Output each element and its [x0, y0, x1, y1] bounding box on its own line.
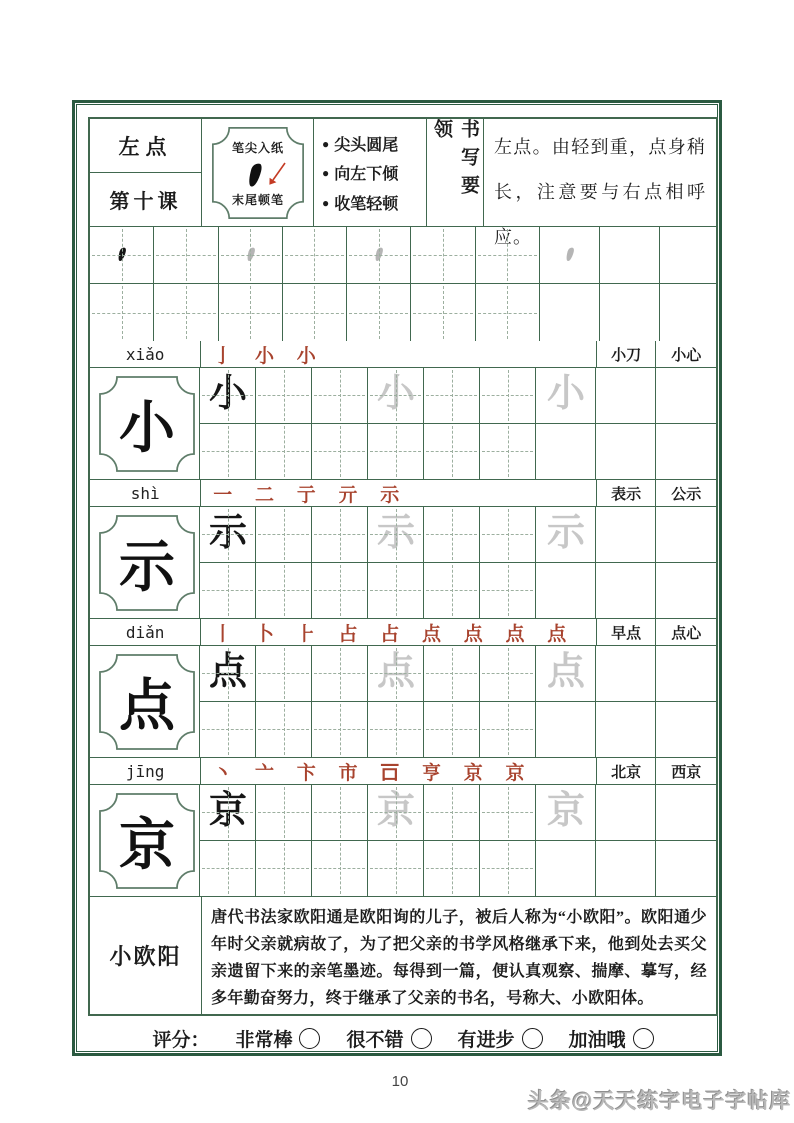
practice-cell-guided [368, 424, 424, 480]
practice-cell-guided [368, 507, 424, 562]
worksheet-table [88, 117, 718, 1016]
stroke-order: 亅 小 小 [201, 341, 597, 367]
practice-cell-guided [200, 424, 256, 480]
practice-cell-plain [656, 507, 716, 562]
model-character: 示 [119, 537, 175, 599]
practice-cell-guided [256, 563, 312, 619]
practice-cell-plain [596, 841, 656, 897]
practice-cell-guided [90, 227, 154, 283]
practice-cell-plain [536, 841, 596, 897]
practice-cell-plain [536, 424, 596, 480]
char-section-dian [90, 619, 716, 758]
practice-cell-plain [596, 424, 656, 480]
char-tile [97, 374, 197, 474]
lesson-number: 第十课 [109, 191, 182, 213]
info-row [90, 341, 716, 368]
demo-label-bottom: 末尾顿笔 [231, 193, 284, 207]
practice-cell-guided [312, 841, 368, 897]
rating-option: 很不错 [346, 1025, 431, 1052]
practice-cell-plain [596, 702, 656, 758]
lesson-column [90, 119, 202, 226]
practice-cell-guided [256, 368, 312, 423]
practice-cell-plain [660, 227, 720, 283]
practice-cell-plain [656, 841, 716, 897]
practice-cell-guided [480, 368, 536, 423]
word: 小刀 [597, 341, 657, 367]
practice-cell-guided [424, 841, 480, 897]
tip-line: ● 向左下倾 [322, 166, 399, 183]
word: 北京 [597, 758, 657, 784]
char-practice [90, 785, 716, 897]
example-character: 点 [208, 651, 248, 694]
example-character: 京 [208, 790, 248, 833]
stroke-order: 丨 卜 ⺊ 占 占 点 点 点 点 [201, 619, 597, 645]
rating-circle[interactable] [299, 1028, 320, 1049]
practice-cell-guided [219, 284, 283, 341]
practice-cell-guided [411, 227, 475, 283]
practice-cell-plain [600, 227, 660, 283]
practice-cell-guided [424, 785, 480, 840]
practice-cell-guided [424, 702, 480, 758]
trace-character: 点 [376, 651, 416, 694]
practice-cell-guided [256, 507, 312, 562]
practice-cell-plain [540, 227, 600, 283]
trace-character: 示 [546, 512, 586, 555]
practice-cell-plain [540, 284, 600, 341]
practice-cell-guided [476, 227, 540, 283]
bullet-icon: ● [322, 166, 330, 180]
practice-cell-guided [312, 702, 368, 758]
practice-cell-guided [312, 646, 368, 701]
pinyin: jīng [90, 758, 201, 784]
page-number: 10 [391, 1073, 409, 1090]
practice-cell-plain [656, 424, 716, 480]
char-section-shi [90, 480, 716, 619]
bullet-icon: ● [322, 195, 330, 210]
char-tile-cell [90, 785, 200, 896]
section-title: 书写要领 [431, 119, 479, 203]
info-row [90, 619, 716, 646]
practice-cell-guided [411, 284, 475, 341]
practice-cell-plain [656, 785, 716, 840]
practice-cell-plain [536, 785, 596, 840]
practice-cell-plain [536, 368, 596, 423]
practice-cell-guided [200, 841, 256, 897]
practice-cell-plain [656, 368, 716, 423]
practice-cell-guided [480, 424, 536, 480]
practice-cell-plain [660, 284, 720, 341]
practice-cell-guided [283, 227, 347, 283]
practice-cell-guided [312, 368, 368, 423]
story-label: 小欧阳 [90, 897, 202, 1014]
practice-row [200, 646, 716, 702]
practice-row [200, 424, 716, 480]
practice-cell-guided [347, 284, 411, 341]
practice-cell-plain [596, 563, 656, 619]
story-text: 唐代书法家欧阳通是欧阳询的儿子，被后人称为“小欧阳”。欧阳通少年时父亲就病故了，为了把父亲的书学风格继承下来，他到处去买父亲遗留下来的亲笔墨迹。每得到一篇，便认真观察、揣摩、摹写，经多年勤奋努力，终于继承了父亲的书名，号称大、小欧阳体。 [211, 909, 707, 1007]
section-title-cell [427, 119, 484, 226]
practice-cell-guided [424, 563, 480, 619]
practice-cell-guided [200, 368, 256, 423]
practice-cell-guided [256, 841, 312, 897]
practice-cell-guided [480, 563, 536, 619]
stroke-description: 左点。由轻到重，点身稍长，注意要与右点相呼应。 [494, 137, 706, 247]
bullet-icon: ● [322, 136, 330, 151]
practice-cell-guided [200, 702, 256, 758]
char-tile-cell [90, 368, 200, 479]
practice-cell-guided [368, 702, 424, 758]
trace-character: 小 [376, 373, 416, 416]
rating-label: 评分： [152, 1029, 210, 1051]
practice-cell-guided [312, 563, 368, 619]
stroke-demo-cell [202, 119, 314, 226]
practice-cell-guided [480, 646, 536, 701]
practice-cell-plain [600, 284, 660, 341]
example-character: 小 [208, 373, 248, 416]
practice-cell-guided [219, 227, 283, 283]
practice-cell-guided [312, 785, 368, 840]
char-tile-cell [90, 646, 200, 757]
practice-cell-guided [256, 785, 312, 840]
tip-line: ● 收笔轻顿 [322, 195, 399, 213]
char-tile [97, 791, 197, 891]
practice-cell-plain [596, 507, 656, 562]
trace-character: 小 [546, 373, 586, 416]
dot-practice-grid [90, 227, 716, 341]
header-row [90, 119, 716, 247]
pinyin: diǎn [90, 619, 201, 645]
practice-cell-guided [368, 368, 424, 423]
practice-cell-guided [424, 368, 480, 423]
word: 点心 [671, 625, 702, 642]
rating-option: 有进步 [458, 1025, 543, 1052]
practice-cell-guided [200, 646, 256, 701]
practice-cell-guided [154, 227, 218, 283]
watermark: 头条@天天练字电子字帖库 [528, 1090, 792, 1113]
practice-cell-plain [536, 646, 596, 701]
info-row [90, 758, 716, 785]
practice-cell-plain [536, 563, 596, 619]
pinyin: xiǎo [90, 341, 201, 367]
practice-row [200, 785, 716, 841]
char-tile [97, 513, 197, 613]
practice-cell-guided [256, 646, 312, 701]
practice-cell-guided [283, 284, 347, 341]
trace-character: 京 [376, 790, 416, 833]
practice-cell-guided [347, 227, 411, 283]
practice-cell-guided [480, 702, 536, 758]
practice-cell-guided [368, 646, 424, 701]
practice-row [200, 841, 716, 897]
info-row [90, 480, 716, 507]
stroke-order: 丶 亠 卞 市 𠮛 亨 京 京 [201, 758, 597, 784]
practice-cell-guided [424, 507, 480, 562]
practice-cell-guided [200, 785, 256, 840]
practice-cell-guided [476, 284, 540, 341]
practice-row [90, 227, 716, 284]
char-practice [90, 368, 716, 480]
word: 表示 [597, 480, 657, 506]
practice-row [200, 563, 716, 619]
practice-cell-plain [656, 702, 716, 758]
trace-character: 京 [546, 790, 586, 833]
practice-cell-guided [368, 841, 424, 897]
practice-cell-guided [90, 284, 154, 341]
practice-cell-plain [596, 368, 656, 423]
rating-option: 非常棒 [235, 1025, 320, 1052]
example-character: 示 [208, 512, 248, 555]
rating-option: 加油哦 [569, 1025, 654, 1052]
rating-row [88, 1022, 718, 1054]
char-tile-cell [90, 507, 200, 618]
trace-character: 示 [376, 512, 416, 555]
model-character: 点 [119, 676, 175, 738]
stroke-order: 一 二 亍 亓 示 [201, 480, 597, 506]
word: 早点 [597, 619, 657, 645]
practice-cell-guided [480, 507, 536, 562]
practice-cell-plain [536, 507, 596, 562]
practice-row [200, 507, 716, 563]
model-character: 京 [119, 815, 175, 877]
practice-row [200, 368, 716, 424]
practice-cell-guided [480, 841, 536, 897]
model-character: 小 [119, 398, 175, 460]
word: 小心 [671, 347, 702, 364]
demo-label-top: 笔尖入纸 [231, 141, 284, 155]
trace-character: 点 [546, 651, 586, 694]
stroke-demo-tile [210, 125, 306, 221]
rating-circle[interactable] [522, 1028, 543, 1049]
rating-circle[interactable] [411, 1028, 432, 1049]
practice-cell-guided [200, 507, 256, 562]
practice-cell-plain [656, 563, 716, 619]
practice-cell-guided [200, 563, 256, 619]
practice-cell-guided [480, 785, 536, 840]
char-section-jing [90, 758, 716, 897]
practice-cell-guided [312, 424, 368, 480]
practice-cell-plain [596, 785, 656, 840]
practice-row [90, 284, 716, 341]
practice-cell-guided [424, 424, 480, 480]
practice-cell-guided [312, 507, 368, 562]
word: 西京 [671, 764, 702, 781]
practice-cell-guided [154, 284, 218, 341]
pinyin: shì [90, 480, 201, 506]
char-practice [90, 646, 716, 758]
practice-cell-guided [256, 424, 312, 480]
practice-cell-guided [368, 563, 424, 619]
practice-cell-guided [424, 646, 480, 701]
rating-circle[interactable] [633, 1028, 654, 1049]
practice-cell-guided [368, 785, 424, 840]
char-tile [97, 652, 197, 752]
practice-cell-plain [596, 646, 656, 701]
char-section-xiao [90, 341, 716, 480]
stroke-name: 左点 [90, 119, 201, 173]
practice-cell-guided [256, 702, 312, 758]
word: 公示 [671, 486, 702, 503]
practice-row [200, 702, 716, 758]
practice-cell-plain [536, 702, 596, 758]
story-row [90, 897, 716, 1014]
practice-cell-plain [656, 646, 716, 701]
tip-line: ● 尖头圆尾 [322, 136, 399, 154]
char-practice [90, 507, 716, 619]
